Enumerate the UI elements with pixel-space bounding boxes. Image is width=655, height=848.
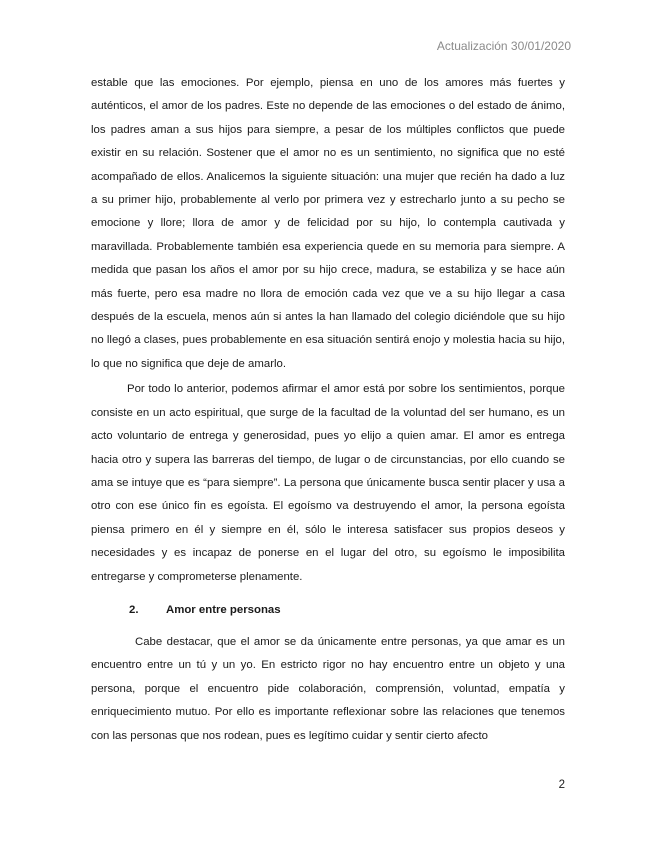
page-number: 2 — [558, 779, 565, 791]
update-date-header: Actualización 30/01/2020 — [436, 39, 571, 53]
section-number: 2. — [129, 603, 139, 616]
body-paragraph-continuation: estable que las emociones. Por ejemplo, piensa en uno de los amores más fuertes y auténticos, el amor de los padres. Este no depende de las emociones o del estado de ánimo, los padres aman a sus hijos para siempre, a pesar de los múltiples conflictos que puede existir en su relación. Sostener que el amor no es un sentimiento, no significa que no esté acompañado de ellos. Analicemos la siguiente situación: una mujer que recién ha dado a luz a su primer hijo, probablemente al verlo por primera vez y estrecharlo junto a su pecho se emocione y llore; llora de amor y de felicidad por su hijo, lo contempla cautivada y maravillada. Probablemente también esa experiencia quede en su memoria para siempre. A medida que pasan los años el amor por su hijo crece, madura, se estabiliza y se hace aún más fuerte, pero esa madre no llora de emoción cada vez que ve a su hijo llegar a casa después de la escuela, menos aún si antes la han llamado del colegio diciéndole que su hijo no llegó a clases, pues probablemente en esa situación sentirá enojo y molestia hacia su hijo, lo que no significa que deje de amarlo. — [91, 77, 565, 370]
section-paragraph: Cabe destacar, que el amor se da únicamente entre personas, ya que amar es un encuentro entre un tú y un yo. En estricto rigor no hay encuentro entre un objeto y una persona, porque el encuentro pide colaboración, comprensión, voluntad, empatía y enriquecimiento mutuo. Por ello es importante reflexionar sobre las relaciones que tenemos con las personas que nos rodean, pues es legítimo cuidar y sentir cierto afecto — [91, 635, 565, 742]
section-heading — [91, 599, 565, 621]
document-body — [91, 72, 565, 748]
section-title: Amor entre personas — [166, 603, 281, 616]
body-paragraph: Por todo lo anterior, podemos afirmar el amor está por sobre los sentimientos, porque consiste en un acto espiritual, que surge de la facultad de la voluntad del ser humano, es un acto voluntario de entrega y generosidad, pues yo elijo a quien amar. El amor es entrega hacia otro y supera las barreras del tiempo, de lugar o de circunstancias, por ello cuando se ama se intuye que es “para siempre”. La persona que únicamente busca sentir placer y usa a otro con ese único fin es egoísta. El egoísmo va destruyendo el amor, la persona egoísta piensa primero en él y siempre en él, sólo le interesa satisfacer sus propios deseos y necesidades y es incapaz de ponerse en el lugar del otro, su egoísmo le imposibilita entregarse y comprometerse plenamente. — [91, 383, 565, 583]
